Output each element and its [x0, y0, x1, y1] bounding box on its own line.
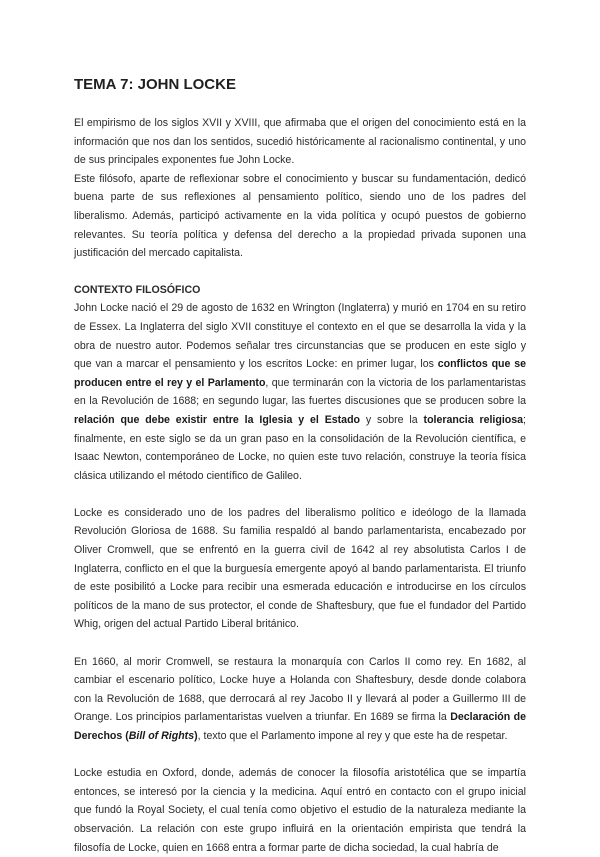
section-heading-context: CONTEXTO FILOSÓFICO [74, 283, 201, 296]
text-run: ) [194, 730, 198, 742]
bold-phrase-conflicts: conflictos que se producen entre el rey y el Parlamento [74, 358, 526, 389]
italic-phrase-bill-of-rights: Bill of Rights [128, 730, 195, 742]
text-run: John Locke nació el 29 de agosto de 1632 en Wrington (Inglaterra) y murió en 1704 en su retiro de Essex. La Inglaterra del siglo XVII constituye el contexto en el que se desarrolla la vida y la obra de nuestro autor. Podemos señalar tres circunstancias que se producen en este siglo y que van a marcar el pensamiento y los escritos Locke: en primer lugar, los [74, 302, 526, 371]
context-paragraph-2: Locke es considerado uno de los padres del liberalismo político e ideólogo de la llamada Revolución Gloriosa de 1688. Su familia respaldó al bando parlamentarista, encabezado por Oliver Cromwell, que se enfrentó en la guerra civil de 1642 al rey absolutista Carlos I de Inglaterra, conflicto en el que la burguesía emergente apoyó al bando parlamentarista. El triunfo de este posibilitó a Locke para recibir una esmerada educación e introducirse en los círculos políticos de la mano de sus protector, el conde de Shaftesbury, que fue el fundador del Partido Whig, origen del actual Partido Liberal británico. [74, 506, 526, 631]
context-paragraph-4: Locke estudia en Oxford, donde, además de conocer la filosofía aristotélica que se impartía entonces, se interesó por la ciencia y la medicina. Aquí entró en contacto con el grupo inicial que fundó la Royal Society, el cual tenía como objetivo el estudio de la naturaleza mediante la observación. La relación con este grupo influirá en la orientación empirista que tendrá la filosofía de Locke, quien en 1668 entra a formar parte de dicha sociedad, la cual habría de [74, 767, 526, 854]
text-run: Declaración de Derechos ( [74, 711, 526, 742]
context-paragraph-1 [74, 299, 526, 485]
intro-paragraph-1: El empirismo de los siglos XVII y XVIII, que afirmaba que el origen del conocimiento está en la información que nos dan los sentidos, sucedió históricamente al racionalismo continental, y uno de sus principales exponentes fue John Locke. [74, 117, 526, 167]
page-title: TEMA 7: JOHN LOCKE [74, 76, 236, 93]
text-run: , texto que el Parlamento impone al rey y que este ha de respetar. [197, 730, 508, 742]
text-run: y sobre la [360, 413, 424, 426]
context-paragraph-3 [74, 653, 526, 746]
intro-paragraph-2: Este filósofo, aparte de reflexionar sobre el conocimiento y buscar su fundamentación, dedicó buena parte de sus reflexiones al pensamiento político, siendo uno de los padres del liberalismo. Además, participó activamente en la vida política y ocupó puestos de gobierno relevantes. Su teoría política y defensa del derecho a la propiedad privada suponen una justificación del mercado capitalista. [74, 172, 526, 260]
text-run: , que terminarán con la victoria de los parlamentaristas en la Revolución de 1688; en segundo lugar, las fuertes discusiones que se producen sobre la [74, 376, 526, 408]
bold-phrase-church-state: relación que debe existir entre la Iglesia y el Estado [74, 413, 361, 426]
text-run: ; finalmente, en este siglo se da un gran paso en la consolidación de la Revolución científica, e Isaac Newton, contemporáneo de Locke, no quien este tuvo relación, construye la teoría física clásica utilizando el método científico de Galileo. [74, 413, 526, 482]
bold-phrase-tolerance: tolerancia religiosa [423, 413, 524, 426]
document-page [74, 76, 526, 857]
text-run: En 1660, al morir Cromwell, se restaura la monarquía con Carlos II como rey. En 1682, al cambiar el escenario político, Locke huye a Holanda con Shaftesbury, desde donde colabora con la Revolución de 1688, que derrocará al rey Jacobo II y llevará al poder a Guillermo III de Orange. Los principios parlamentaristas vuelven a triunfar. En 1689 se firma la [74, 655, 526, 724]
